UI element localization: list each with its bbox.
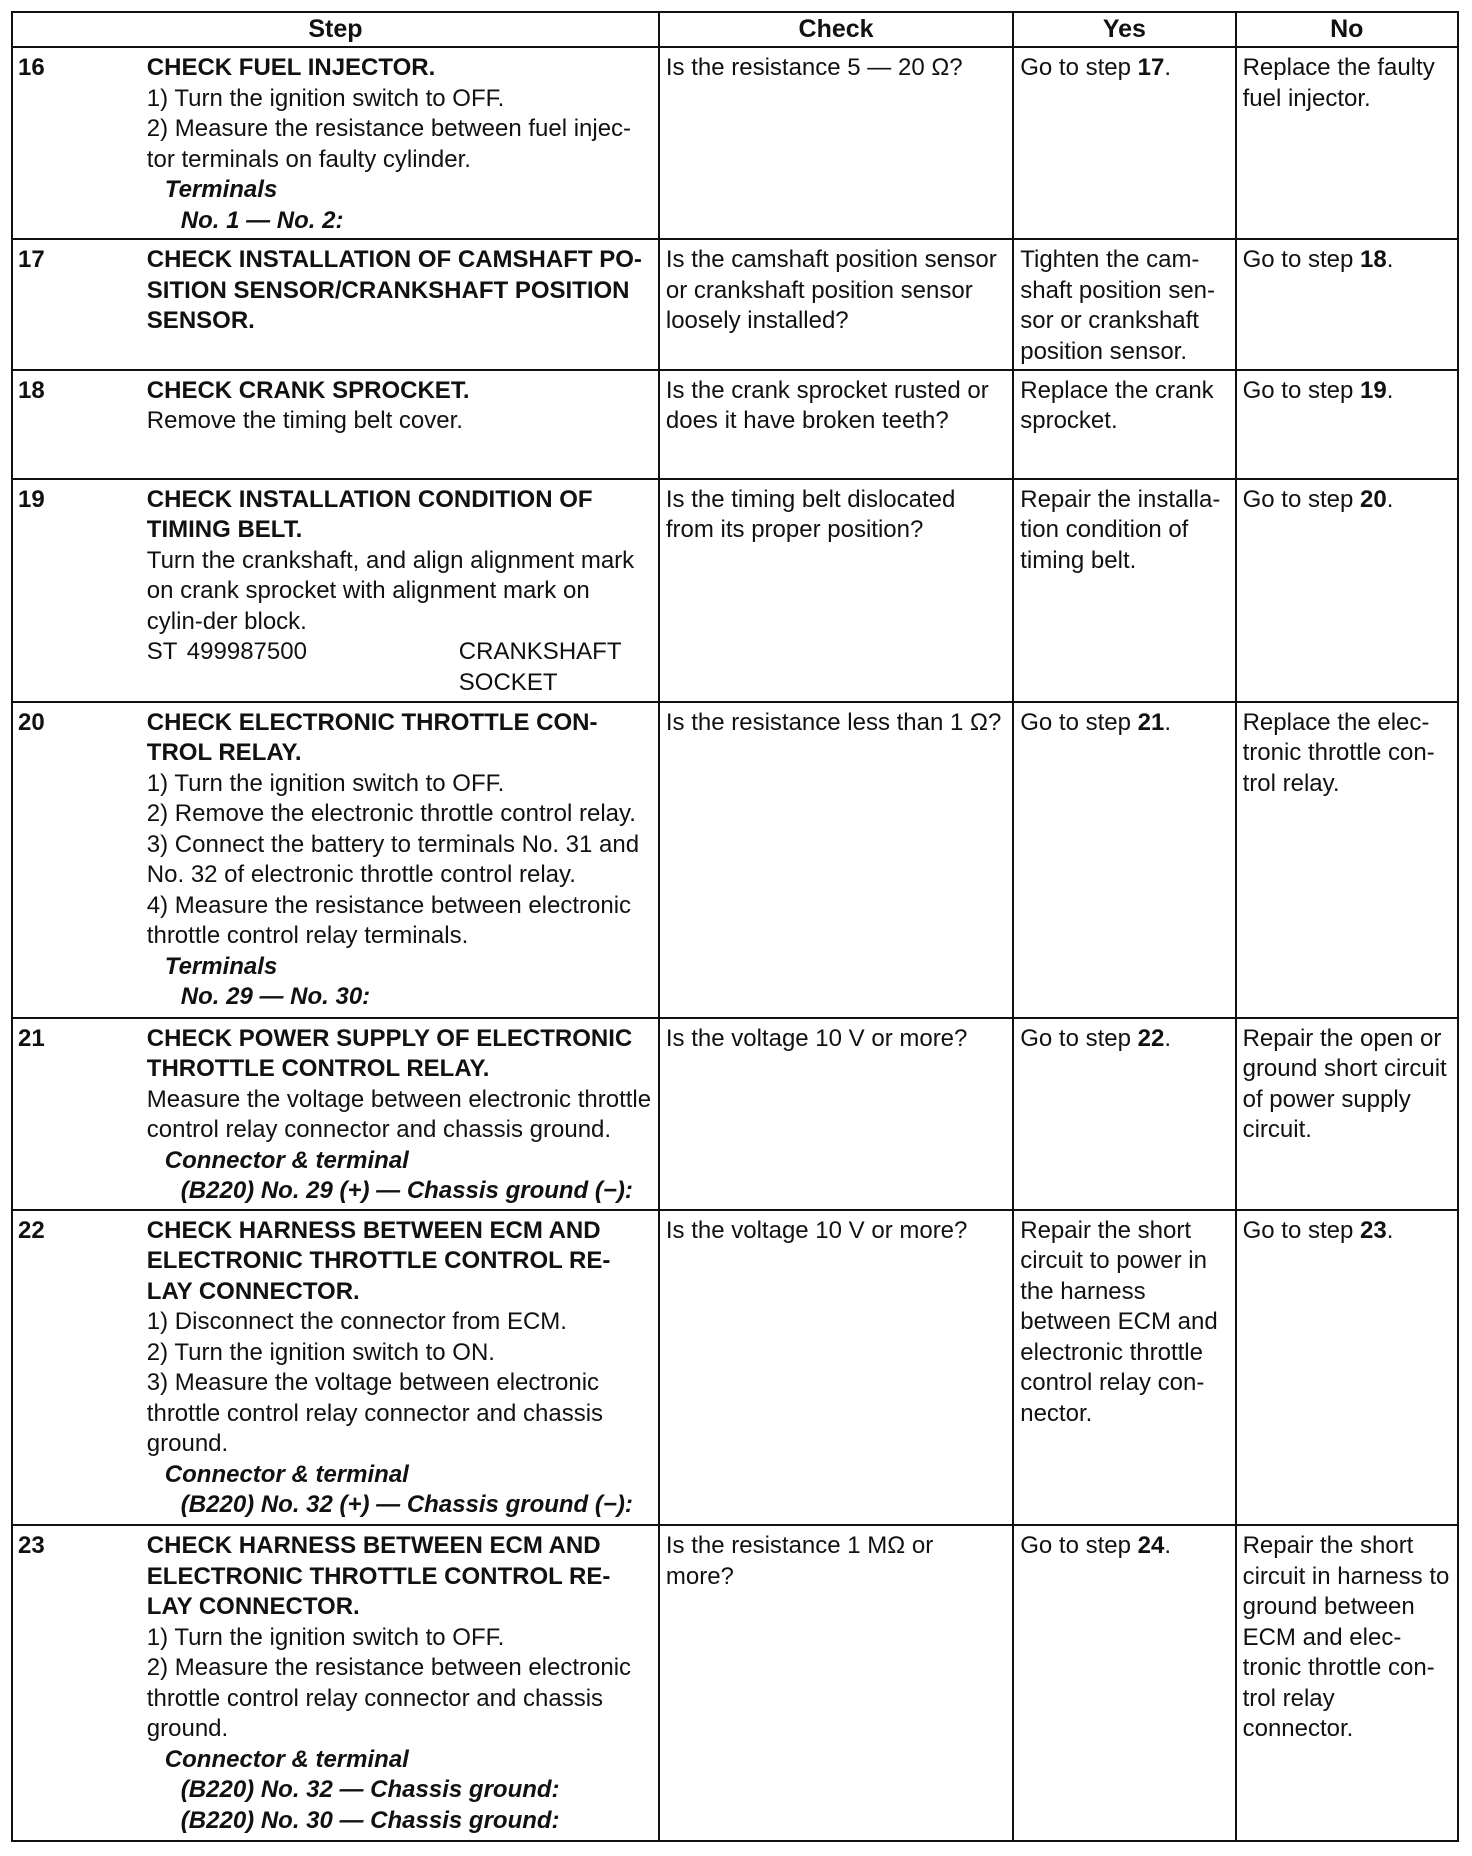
no-action: [1236, 1018, 1458, 1210]
no-action: [1236, 239, 1458, 369]
check-question: Is the resistance less than 1 Ω?: [659, 702, 1013, 1018]
spec-value: (B220) No. 32 — Chassis ground:: [180, 1776, 560, 1804]
yes-action: [1013, 479, 1235, 702]
step-instruction: 1) Turn the ignition switch to OFF.: [146, 1623, 505, 1651]
no-action-text: Go to step: [1242, 376, 1360, 404]
spec-value: No. 1 — No. 2:: [180, 206, 344, 234]
special-tool-part-number: 499987500: [186, 638, 307, 666]
step-description: [143, 702, 659, 1018]
header-step: Step: [12, 12, 659, 47]
special-tool-name: CRANKSHAFT SOCKET: [458, 638, 622, 696]
step-row: [12, 479, 1458, 702]
step-title: CHECK INSTALLATION OF CAMSHAFT PO-SITION SENSOR/CRANKSHAFT POSITION SENSOR.: [146, 246, 642, 335]
step-title: CHECK FUEL INJECTOR.: [146, 54, 436, 81]
step-row: [12, 1018, 1458, 1210]
spec-label: Terminals: [164, 176, 278, 203]
yes-action-text: Tighten the cam-shaft position sen-sor or crankshaft position sensor.: [1020, 246, 1216, 365]
step-number: 18: [12, 370, 143, 479]
step-title: CHECK POWER SUPPLY OF ELECTRONIC THROTTLE CONTROL RELAY.: [146, 1024, 633, 1083]
step-description: [143, 370, 659, 479]
header-row: [12, 12, 1458, 47]
step-row: [12, 370, 1458, 479]
step-row: [12, 239, 1458, 369]
no-action-text: Go to step: [1242, 246, 1360, 274]
spec-value: (B220) No. 30 — Chassis ground:: [180, 1806, 560, 1834]
no-action: [1236, 479, 1458, 702]
yes-action-suffix: .: [1164, 1532, 1172, 1560]
step-title: CHECK ELECTRONIC THROTTLE CON-TROL RELAY.: [146, 708, 598, 767]
step-number: 22: [12, 1210, 143, 1526]
no-step-reference: 20: [1360, 485, 1387, 513]
step-description: [143, 1525, 659, 1841]
spec-label: Connector & terminal: [164, 1745, 409, 1773]
step-number: 17: [12, 239, 143, 369]
no-step-reference: 19: [1360, 376, 1387, 404]
no-action: [1236, 1210, 1458, 1526]
no-action-suffix: .: [1386, 246, 1394, 274]
yes-step-reference: 17: [1137, 54, 1165, 81]
check-question: Is the crank sprocket rusted or does it have broken teeth?: [659, 370, 1013, 479]
yes-action-text: Go to step: [1020, 708, 1138, 736]
spec-label: Terminals: [164, 952, 278, 980]
spec-value: (B220) No. 29 (+) — Chassis ground (−):: [180, 1177, 633, 1205]
yes-action: [1013, 1018, 1235, 1210]
yes-step-reference: 24: [1137, 1532, 1165, 1560]
yes-action-suffix: .: [1164, 1024, 1172, 1052]
yes-action: [1013, 239, 1235, 369]
no-action-text: Repair the short circuit in harness to ground between ECM and elec-tronic throttle con-trol relay connector.: [1242, 1532, 1450, 1743]
step-title: CHECK CRANK SPROCKET.: [146, 376, 470, 404]
step-row: [12, 1210, 1458, 1526]
step-description: [143, 1210, 659, 1526]
yes-action-suffix: .: [1164, 708, 1172, 736]
yes-action: [1013, 370, 1235, 479]
yes-action-text: Go to step: [1020, 1024, 1138, 1052]
header-yes: Yes: [1013, 12, 1235, 47]
step-title: CHECK HARNESS BETWEEN ECM AND ELECTRONIC THROTTLE CONTROL RE-LAY CONNECTOR.: [146, 1216, 611, 1305]
no-action-suffix: .: [1386, 1216, 1394, 1244]
special-tool-line: [147, 637, 652, 698]
spec-label: Connector & terminal: [164, 1460, 409, 1488]
header-no: No: [1236, 12, 1458, 47]
yes-action-text: Repair the short circuit to power in the harness between ECM and electronic throttle control relay con-nector.: [1020, 1216, 1218, 1427]
spec-label: Connector & terminal: [164, 1146, 409, 1174]
step-number: 19: [12, 479, 143, 702]
yes-step-reference: 21: [1137, 708, 1165, 736]
yes-action-text: Repair the installa-tion condition of timing belt.: [1020, 485, 1221, 574]
header-check: Check: [659, 12, 1013, 47]
step-instruction: 2) Turn the ignition switch to ON.: [146, 1338, 495, 1366]
step-instruction: 2) Remove the electronic throttle control relay.: [146, 800, 636, 828]
step-number: 21: [12, 1018, 143, 1210]
step-instruction: 4) Measure the resistance between electronic throttle control relay terminals.: [146, 891, 632, 950]
step-instruction: 1) Turn the ignition switch to OFF.: [146, 84, 505, 112]
no-action-text: Replace the faulty fuel injector.: [1242, 54, 1435, 112]
step-description: [143, 47, 659, 239]
check-question: Is the camshaft position sensor or crankshaft position sensor loosely installed?: [659, 239, 1013, 369]
step-instruction: Remove the timing belt cover.: [146, 407, 463, 435]
step-title: CHECK INSTALLATION CONDITION OF TIMING BELT.: [146, 485, 593, 544]
spec-value: No. 29 — No. 30:: [180, 983, 371, 1011]
step-description: [143, 239, 659, 369]
no-action-text: Go to step: [1242, 1216, 1360, 1244]
no-action: [1236, 47, 1458, 239]
yes-action-text: Go to step: [1020, 54, 1138, 81]
no-action-suffix: .: [1386, 485, 1394, 513]
step-row: [12, 1525, 1458, 1841]
step-number: 16: [12, 47, 143, 239]
step-instruction: 1) Turn the ignition switch to OFF.: [146, 769, 505, 797]
no-action: [1236, 702, 1458, 1018]
step-number: 23: [12, 1525, 143, 1841]
special-tool-code: ST: [146, 638, 178, 666]
check-question: Is the voltage 10 V or more?: [659, 1210, 1013, 1526]
step-instruction: 3) Measure the voltage between electronic throttle control relay connector and chassis ground.: [146, 1369, 604, 1458]
no-step-reference: 23: [1360, 1216, 1387, 1244]
yes-action: [1013, 1210, 1235, 1526]
no-action: [1236, 370, 1458, 479]
step-instruction: 2) Measure the resistance between electronic throttle control relay connector and chassis ground.: [146, 1654, 632, 1743]
step-row: [12, 47, 1458, 239]
yes-action: [1013, 1525, 1235, 1841]
step-description: [143, 1018, 659, 1210]
step-instruction: Measure the voltage between electronic throttle control relay connector and chassis ground.: [146, 1085, 652, 1144]
check-question: Is the resistance 5 — 20 Ω?: [659, 47, 1013, 239]
spec-value: (B220) No. 32 (+) — Chassis ground (−):: [180, 1491, 633, 1519]
step-instruction: 2) Measure the resistance between fuel injec-tor terminals on faulty cylinder.: [146, 115, 632, 173]
step-instruction: 3) Connect the battery to terminals No. 31 and No. 32 of electronic throttle control relay.: [146, 830, 640, 889]
yes-step-reference: 22: [1137, 1024, 1165, 1052]
step-title: CHECK HARNESS BETWEEN ECM AND ELECTRONIC THROTTLE CONTROL RE-LAY CONNECTOR.: [146, 1532, 611, 1621]
yes-action-text: Go to step: [1020, 1532, 1138, 1560]
yes-action-text: Replace the crank sprocket.: [1020, 376, 1214, 435]
no-action-text: Replace the elec-tronic throttle con-trol relay.: [1242, 708, 1435, 797]
step-number: 20: [12, 702, 143, 1018]
no-action-text: Go to step: [1242, 485, 1360, 513]
no-action: [1236, 1525, 1458, 1841]
step-description: [143, 479, 659, 702]
diagnostic-table: [11, 11, 1459, 1842]
step-row: [12, 702, 1458, 1018]
yes-action: [1013, 47, 1235, 239]
step-instruction: 1) Disconnect the connector from ECM.: [146, 1308, 567, 1336]
check-question: Is the resistance 1 MΩ or more?: [659, 1525, 1013, 1841]
yes-action: [1013, 702, 1235, 1018]
check-question: Is the voltage 10 V or more?: [659, 1018, 1013, 1210]
no-action-suffix: .: [1386, 376, 1394, 404]
no-action-text: Repair the open or ground short circuit of power supply circuit.: [1242, 1024, 1447, 1144]
step-instruction: Turn the crankshaft, and align alignment mark on crank sprocket with alignment mark on cylin-der block.: [146, 546, 635, 635]
no-step-reference: 18: [1360, 246, 1387, 274]
yes-action-suffix: .: [1164, 54, 1172, 81]
check-question: Is the timing belt dislocated from its proper position?: [659, 479, 1013, 702]
